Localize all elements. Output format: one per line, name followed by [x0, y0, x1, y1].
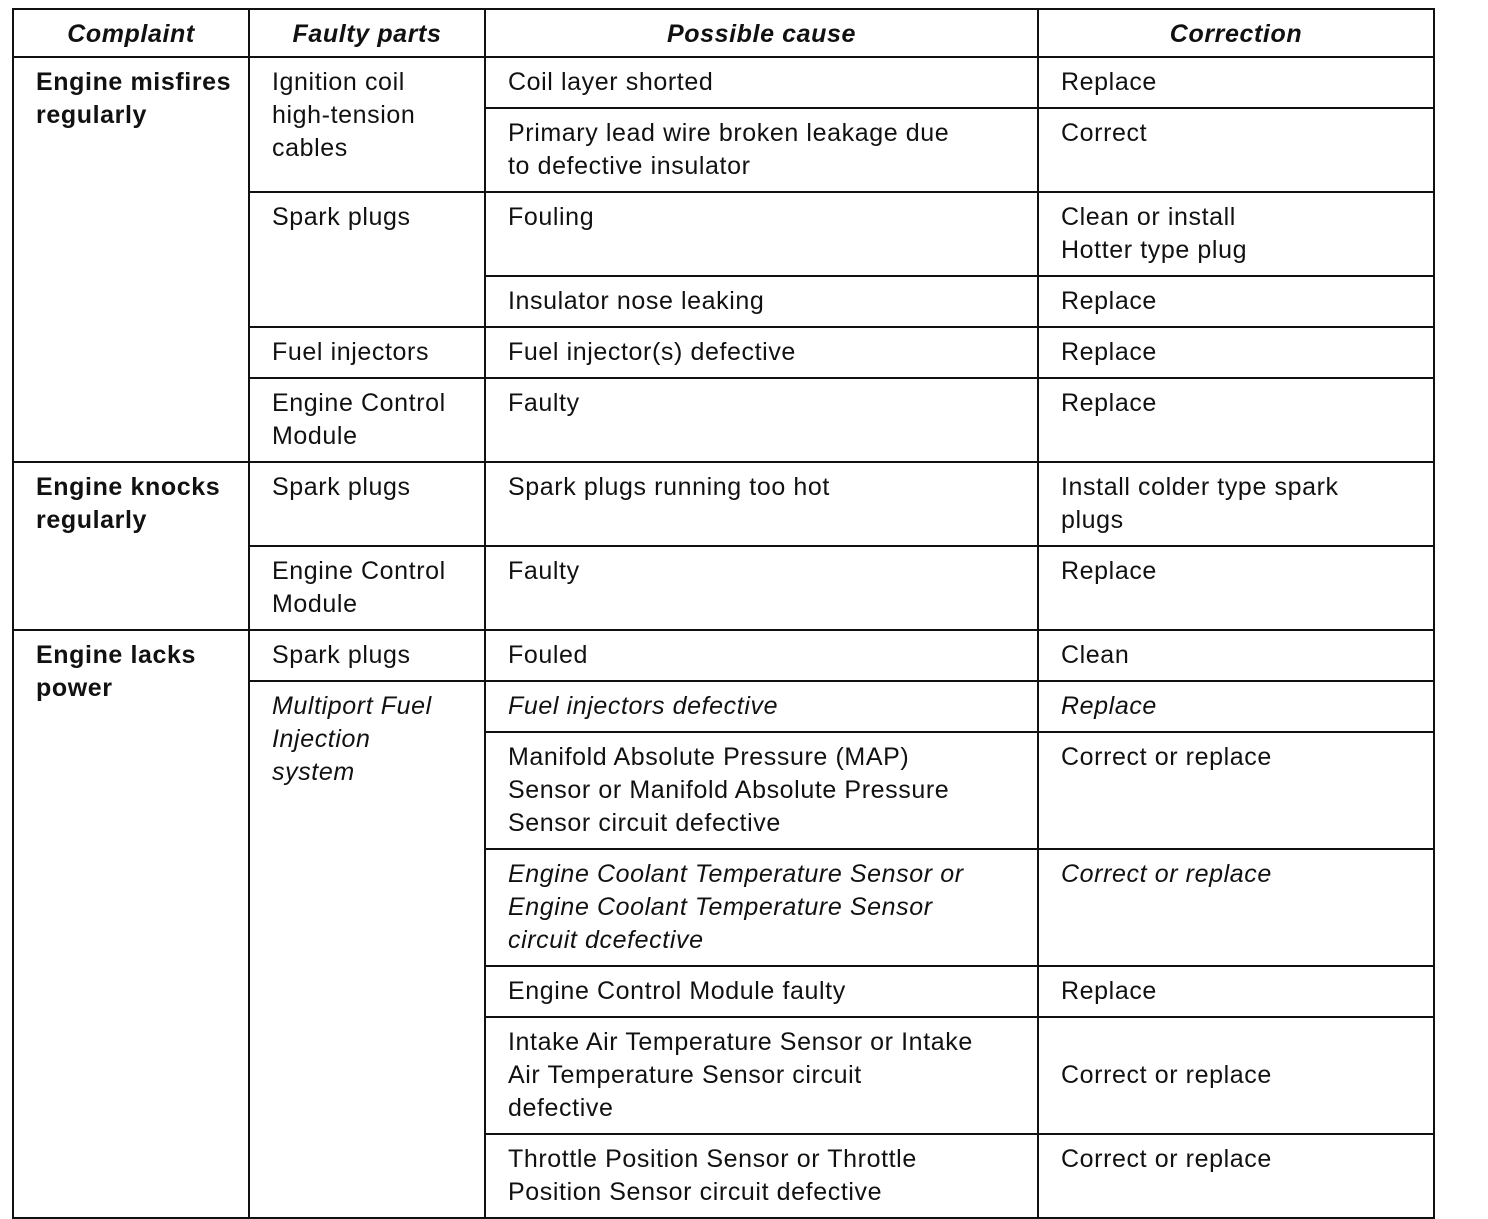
- correction-cell: Correct or replace: [1038, 1017, 1434, 1134]
- faulty-part-cell: Spark plugs: [249, 192, 485, 327]
- complaint-cell: Engine misfires regularly: [13, 57, 249, 462]
- correction-cell: Replace: [1038, 681, 1434, 732]
- cause-cell: Primary lead wire broken leakage due to defective insulator: [485, 108, 1038, 192]
- cause-cell: Engine Coolant Temperature Sensor or Engine Coolant Temperature Sensor circuit dcefective: [485, 849, 1038, 966]
- cause-cell: Fouling: [485, 192, 1038, 276]
- faulty-part-cell: Multiport Fuel Injection system: [249, 681, 485, 1218]
- faulty-part-cell: Ignition coil high-tension cables: [249, 57, 485, 192]
- cause-cell: Manifold Absolute Pressure (MAP) Sensor or Manifold Absolute Pressure Sensor circuit defective: [485, 732, 1038, 849]
- table-row: [13, 630, 1434, 681]
- correction-cell: Correct or replace: [1038, 1134, 1434, 1218]
- cause-cell: Insulator nose leaking: [485, 276, 1038, 327]
- correction-cell: Replace: [1038, 327, 1434, 378]
- cause-cell: Engine Control Module faulty: [485, 966, 1038, 1017]
- faulty-part-cell: Engine Control Module: [249, 378, 485, 462]
- table-row: [13, 57, 1434, 108]
- correction-cell: Clean: [1038, 630, 1434, 681]
- header-possible-cause: Possible cause: [485, 9, 1038, 57]
- correction-cell: Correct: [1038, 108, 1434, 192]
- complaint-cell: Engine knocks regularly: [13, 462, 249, 630]
- header-complaint: Complaint: [13, 9, 249, 57]
- faulty-part-cell: Engine Control Module: [249, 546, 485, 630]
- correction-cell: Replace: [1038, 378, 1434, 462]
- complaint-cell: Engine lacks power: [13, 630, 249, 1218]
- faulty-part-cell: Fuel injectors: [249, 327, 485, 378]
- cause-cell: Spark plugs running too hot: [485, 462, 1038, 546]
- troubleshooting-table: [12, 8, 1435, 1219]
- cause-cell: Fouled: [485, 630, 1038, 681]
- faulty-part-cell: Spark plugs: [249, 630, 485, 681]
- troubleshooting-sheet: [12, 8, 1435, 1219]
- correction-cell: Correct or replace: [1038, 849, 1434, 966]
- cause-cell: Faulty: [485, 546, 1038, 630]
- cause-cell: Throttle Position Sensor or Throttle Position Sensor circuit defective: [485, 1134, 1038, 1218]
- faulty-part-cell: Spark plugs: [249, 462, 485, 546]
- cause-cell: Intake Air Temperature Sensor or Intake Air Temperature Sensor circuit defective: [485, 1017, 1038, 1134]
- correction-cell: Replace: [1038, 546, 1434, 630]
- correction-cell: Clean or install Hotter type plug: [1038, 192, 1434, 276]
- cause-cell: Coil layer shorted: [485, 57, 1038, 108]
- correction-cell: Replace: [1038, 276, 1434, 327]
- cause-cell: Fuel injectors defective: [485, 681, 1038, 732]
- cause-cell: Fuel injector(s) defective: [485, 327, 1038, 378]
- header-row: [13, 9, 1434, 57]
- correction-cell: Replace: [1038, 966, 1434, 1017]
- header-faulty-parts: Faulty parts: [249, 9, 485, 57]
- header-correction: Correction: [1038, 9, 1434, 57]
- correction-cell: Replace: [1038, 57, 1434, 108]
- table-row: [13, 462, 1434, 546]
- correction-cell: Install colder type spark plugs: [1038, 462, 1434, 546]
- correction-cell: Correct or replace: [1038, 732, 1434, 849]
- cause-cell: Faulty: [485, 378, 1038, 462]
